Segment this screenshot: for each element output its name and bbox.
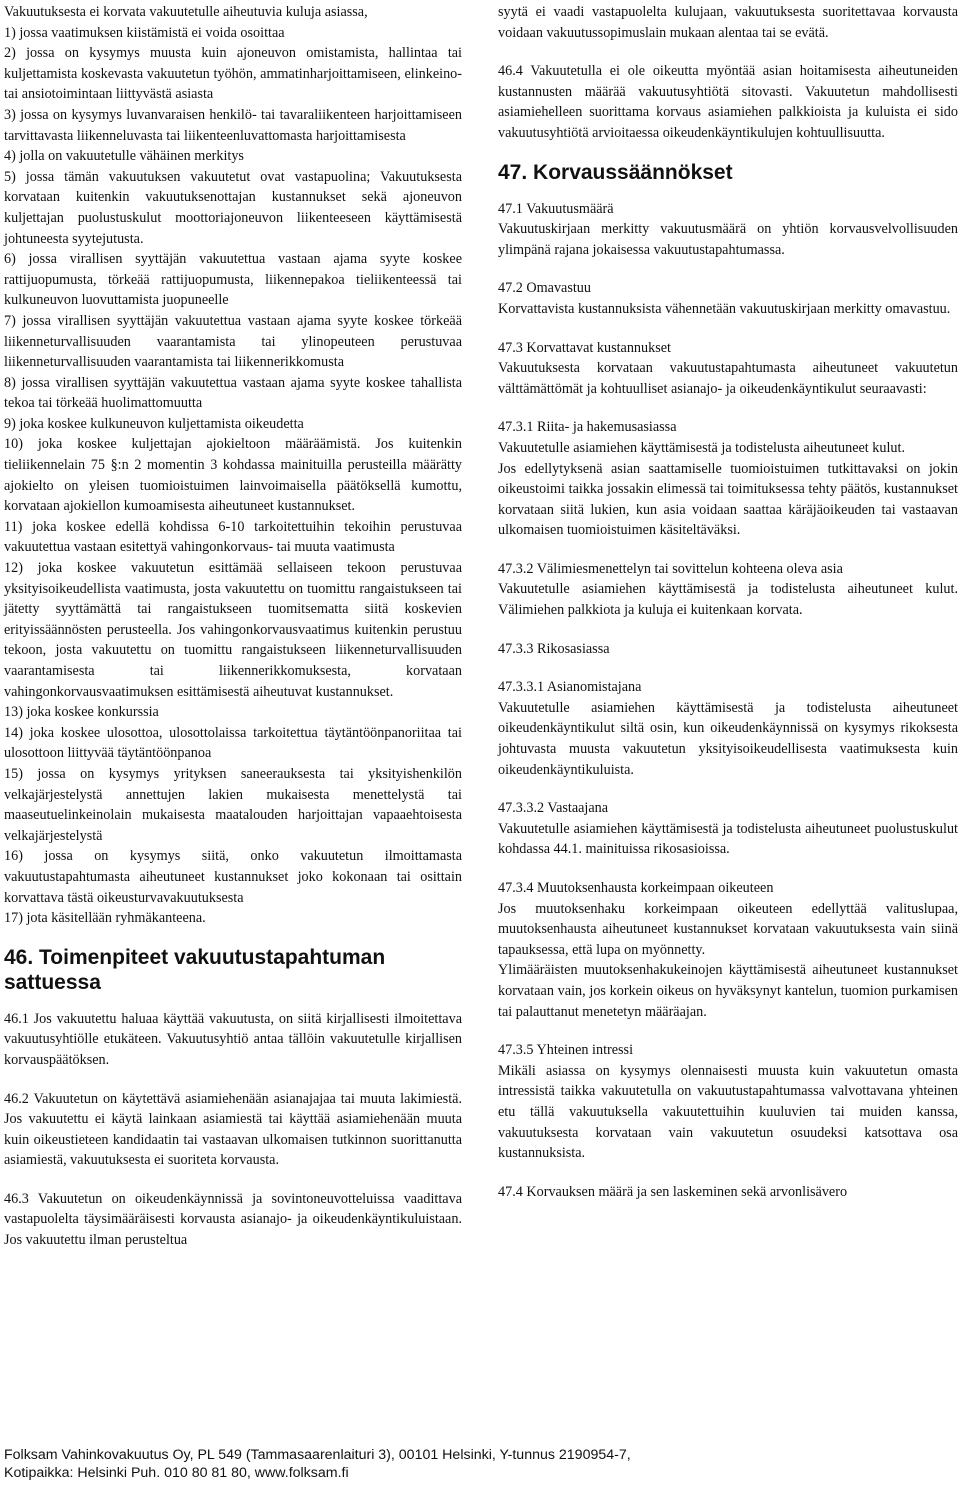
exclusions-list [4, 23, 462, 929]
footer-line: Kotipaikka: Helsinki Puh. 010 80 81 80, www.folksam.fi [4, 1465, 349, 1481]
list-item: 9) joka koskee kulkuneuvon kuljettamista oikeudetta [4, 415, 304, 432]
list-item: 17) jota käsitellään ryhmäkanteena. [4, 910, 206, 927]
list-item: 14) joka koskee ulosottoa, ulosottolaissa tarkoitettua täytäntöönpanoriitaa tai ulosottoon liittyvää täytäntöönpanoa [4, 724, 462, 762]
paragraph-47-3-1b: Jos edellytyksenä asian saattamiselle tuomioistuimen tutkittavaksi on jokin oikeustoimi taikka jossakin elimessä tai toimituksessa tehty päätös, kustannukset korvataan siitä lukien, kun asia voidaan saattaa käräjäoikeuden tai vastaavan ulkomaisen tuomioistuimen käsiteltäväksi. [498, 460, 958, 539]
list-item: 8) jossa virallisen syyttäjän vakuutettua vastaan ajama syyte koskee tahallista tekoa tai törkeää huolimattomuutta [4, 374, 462, 412]
paragraph-47-3-2: Vakuutetulle asiamiehen käyttämisestä ja todistelusta aiheutuneet kulut. Välimiehen palkkiota ja kuluja ei kuitenkaan korvata. [498, 581, 958, 619]
list-item: 16) jossa on kysymys siitä, onko vakuutetun ilmoittamasta vakuutustapahtumasta aiheutuneet kustannukset joko kokonaan tai osittain korvattava tästä oikeusturvavakuutuksesta [4, 848, 462, 906]
list-item: 1) jossa vaatimuksen kiistämistä ei voida osoittaa [4, 24, 285, 41]
list-item: 5) jossa tämän vakuutuksen vakuutetut ovat vastapuolina; Vakuutuksesta korvataan kuitenkin vakuutuksenottajan kustannukset sekä ajoneuvon kuljettajan puolustuskulut moottoriajoneuvon liikenteeseen käyttämisestä johtuneesta syytejutusta. [4, 168, 462, 247]
section-heading-46: 46. Toimenpiteet vakuutustapahtuman sattuessa [4, 945, 386, 994]
paragraph-46-3-continued: syytä ei vaadi vastapuolelta kulujaan, vakuutuksesta suoritettavaa korvausta voidaan vakuutussopimuslain mukaan alentaa tai se evätä. [498, 4, 958, 41]
paragraph-46-1: 46.1 Jos vakuutettu haluaa käyttää vakuutusta, on siitä kirjallisesti ilmoitettava vakuutusyhtiölle etukäteen. Vakuutusyhtiö antaa tällöin vakuutetulle kirjallisen korvauspäätöksen. [4, 1010, 462, 1068]
subheading-47-3-2: 47.3.2 Välimiesmenettelyn tai sovittelun kohteena oleva asia [498, 560, 843, 577]
paragraph-47-3-3-2: Vakuutetulle asiamiehen käyttämisestä ja todistelusta aiheutuneet puolustuskulut kohdassa 44.1. mainituissa rikosasioissa. [498, 820, 958, 858]
paragraph-47-3: Vakuutuksesta korvataan vakuutustapahtumasta aiheutuneet vakuutetun välttämättömät ja kohtuulliset asianajo- ja oikeudenkäyntikulut seuraavasti: [498, 360, 958, 397]
list-item: 6) jossa virallisen syyttäjän vakuutettua vastaan ajama syyte koskee rattijuopumusta, törkeää rattijuopumusta, liikennepakoa tieliikenteessä tai kulkuneuvon luovuttamista juopuneelle [4, 251, 462, 309]
paragraph-47-3-3-1: Vakuutetulle asiamiehen käyttämisestä ja todistelusta aiheutuneet oikeudenkäyntikulut siltä osin, kun oikeudenkäynnissä on kysymys rikoksesta johtuvasta muusta vakuutetun yksityisoikeudellisesta vaatimuksesta kuin oikeudenkäyntikuluista. [498, 699, 958, 778]
list-item: 10) joka koskee kuljettajan ajokieltoon määräämistä. Jos kuitenkin tieliikennelain 75 §:n 2 momentin 3 kohdassa mainituilla perusteilla määrätty ajokielto on yleisen tuomioistuimen lainvoimaisella päätöksellä kumottu, korvataan ajokiellon kumoamisesta aiheutuneet kustannukset. [4, 436, 462, 515]
list-item: 4) jolla on vakuutetulle vähäinen merkitys [4, 148, 244, 165]
subheading-47-3: 47.3 Korvattavat kustannukset [498, 339, 671, 356]
section-heading-47: 47. Korvaussäännökset [498, 160, 733, 184]
paragraph-47-3-5: Mikäli asiassa on kysymys olennaisesti muusta kuin vakuutetun omasta intressistä taikka vakuutetulla on vakuutustapahtumassa valvottavana yhteinen etu tällä vakuutuksella vakuutettuihin kuuluvien tai muiden kanssa, vakuutuksesta korvataan vain vakuutetun osuudeksi katsottava osa kustannuksista. [498, 1062, 958, 1162]
list-item: 13) joka koskee konkurssia [4, 704, 159, 721]
list-item: 15) jossa on kysymys yrityksen saneerauksesta tai yksityishenkilön velkajärjestelystä annettujen lakien mukaisesta menettelystä tai maaseutuelinkeinolain mukaisesta maatalouden harjoittajan vapaaehtoisesta velkajärjestelystä [4, 765, 462, 844]
subheading-47-3-3-2: 47.3.3.2 Vastaajana [498, 800, 609, 817]
subheading-47-3-3-1: 47.3.3.1 Asianomistajana [498, 679, 642, 696]
paragraph-46-3: 46.3 Vakuutetun on oikeudenkäynnissä ja sovintoneuvotteluissa vaadittava vastapuolelta täysimääräisesti korvausta asianajo- ja oikeudenkäyntikuluistaan. Jos vakuutettu ilman perusteltua [4, 1190, 462, 1249]
subheading-47-3-3: 47.3.3 Rikosasiassa [498, 640, 610, 657]
paragraph-46-4: 46.4 Vakuutetulla ei ole oikeutta myöntää asian hoitamisesta aiheutuneiden kustannusten määrää vakuutusyhtiötä sitovasti. Vakuutetun mahdollisesti asiamiehelleen suorittama korvaus asiamiehen palkkioista ja kuluista ei sido vakuutusyhtiötä arvioitaessa oikeudenkäyntikulujen kohtuullisuutta. [498, 63, 958, 141]
list-item: 7) jossa virallisen syyttäjän vakuutettua vastaan ajama syyte koskee törkeää liikenneturvallisuuden vaarantamista tai ylinopeuteen perustuvaa liikenneturvallisuuden vaarantamista tai liikennerikkomusta [4, 312, 462, 371]
paragraph-47-3-4b: Ylimääräisten muutoksenhakukeinojen käyttämisestä aiheutuneet kustannukset korvataan vain, jos korkein oikeus on hyväksynyt kantelun, tuomion purkamisen tai palauttanut menetetyn määräajan. [498, 962, 958, 1020]
subheading-47-1: 47.1 Vakuutusmäärä [498, 200, 614, 217]
paragraph-46-2: 46.2 Vakuutetun on käytettävä asiamiehenään asianajajaa tai muuta lakimiestä. Jos vakuutettu ei käytä lainkaan asiamiestä tai käyttää asiamiehenään muuta kuin oikeustieteen kandidaatin tai vastaavan ulkomaisen tutkinnon suorittanutta asiamiestä, vakuutuksesta ei suoriteta korvausta. [4, 1090, 462, 1169]
list-item: 3) jossa on kysymys luvanvaraisen henkilö- tai tavaraliikenteen harjoittamiseen tarvittavasta liikenneluvasta tai liikenteenluvattomasta harjoittamisesta [4, 106, 462, 144]
paragraph-47-3-4a: Jos muutoksenhaku korkeimpaan oikeuteen edellyttää valituslupaa, muutoksenhausta aiheutuneet kustannukset korvataan vakuutuksesta vain siinä tapauksessa, että lupa on myönnetty. [498, 900, 958, 958]
left-column [4, 2, 462, 1251]
list-item: 2) jossa on kysymys muusta kuin ajoneuvon omistamista, hallintaa tai kuljettamista koskevasta vakuutetun työhön, ammatinharjoittamiseen, elinkeino- tai ansiotoimintaan liittyvästä asiasta [4, 45, 462, 103]
exclusions-intro: Vakuutuksesta ei korvata vakuutetulle aiheutuvia kuluja asiassa, [4, 4, 368, 20]
subheading-47-3-5: 47.3.5 Yhteinen intressi [498, 1042, 634, 1059]
page-footer [4, 1446, 954, 1482]
right-column [498, 2, 958, 1202]
subheading-47-3-1: 47.3.1 Riita- ja hakemusasiassa [498, 419, 677, 436]
list-item: 12) joka koskee vakuutetun esittämää sellaiseen tekoon perustuvaa yksityisoikeudellista vaatimusta, josta vakuutettu on tuomittu rangaistukseen tai jätetty syyttämättä tai rangaistukseen tuomitsematta siitä koskevien erityissäännösten perusteella. Jos vahingonkorvausvaatimus kuitenkin perustuu tekoon, josta vakuutettu on tuomittu rangaistukseen liikenneturvallisuuden vaarantamisesta tai liikennerikkomuksesta, korvataan vahingonkorvausvaatimuksen esittämisestä aiheutuvat kustannukset. [4, 560, 462, 700]
list-item: 11) joka koskee edellä kohdissa 6-10 tarkoitettuihin tekoihin perustuvaa vakuutettua vastaan esitettyä vahingonkorvaus- tai muuta vaatimusta [4, 518, 462, 556]
paragraph-47-1: Vakuutuskirjaan merkitty vakuutusmäärä on yhtiön korvausvelvollisuuden ylimpänä rajana jokaisessa vakuutustapahtumassa. [498, 221, 958, 258]
paragraph-47-2: Korvattavista kustannuksista vähennetään vakuutuskirjaan merkitty omavastuu. [498, 300, 951, 317]
subheading-47-3-4: 47.3.4 Muutoksenhausta korkeimpaan oikeuteen [498, 880, 774, 896]
subheading-47-4: 47.4 Korvauksen määrä ja sen laskeminen sekä arvonlisävero [498, 1183, 848, 1200]
subheading-47-2: 47.2 Omavastuu [498, 280, 591, 297]
footer-line: Folksam Vahinkovakuutus Oy, PL 549 (Tammasaarenlaituri 3), 00101 Helsinki, Y-tunnus 2190954-7, [4, 1447, 631, 1463]
paragraph-47-3-1a: Vakuutetulle asiamiehen käyttämisestä ja todistelusta aiheutuneet kulut. [498, 439, 905, 456]
